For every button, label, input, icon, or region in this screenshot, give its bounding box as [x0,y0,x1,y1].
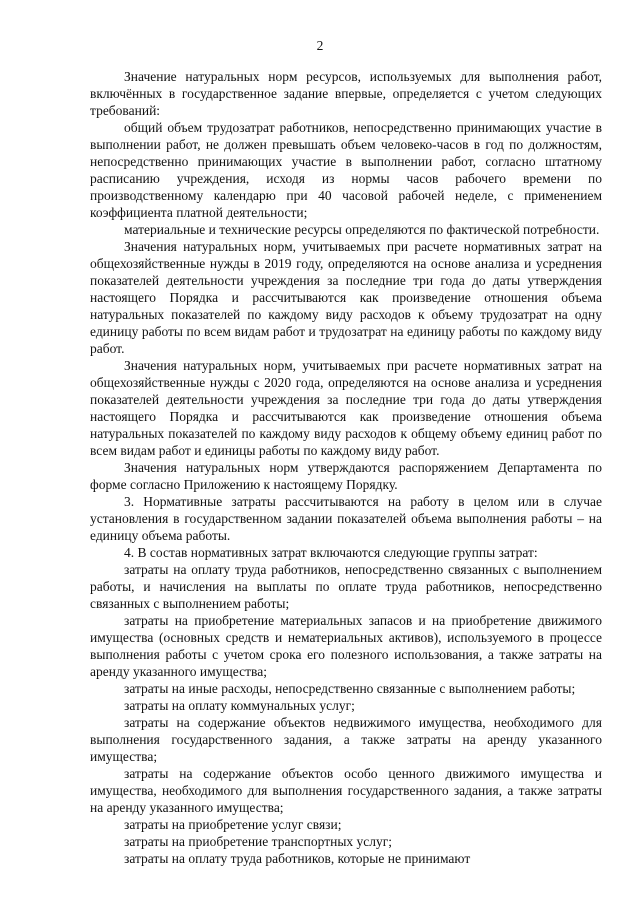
paragraph-norms-2020: Значения натуральных норм, учитываемых при расчете нормативных затрат на общехозяйственные нужды с 2020 года, определяются на основе анализа и усреднения показателей деятельности учреждения за последние три года до даты утверждения настоящего Порядка и рассчитываются как произведение отношения объема натуральных показателей по каждому виду расходов к общему объему единиц работ по всем видам работ и единицы работы по каждому виду работ. [90,358,602,458]
list-item-valuable-property: затраты на содержание объектов особо ценного движимого имущества и имущества, необходимого для выполнения государственного задания, а также затраты на аренду указанного имущества; [90,766,602,815]
page-number: 2 [316,38,324,53]
paragraph-clause-4: 4. В состав нормативных затрат включаются следующие группы затрат: [124,545,538,560]
list-item-labor-costs: затраты на оплату труда работников, непосредственно связанных с выполнением работы, и начисления на выплаты по оплате труда работников, непосредственно связанных с выполнением работы; [90,562,602,611]
list-item-labor-non-participating: затраты на оплату труда работников, которые не принимают [124,851,471,866]
paragraph-norms-2019: Значения натуральных норм, учитываемых при расчете нормативных затрат на общехозяйственные нужды в 2019 году, определяются на основе анализа и усреднения показателей деятельности учреждения за последние три года до даты утверждения настоящего Порядка и рассчитываются как произведение отношения объема натуральных показателей по каждому виду расходов к объему трудозатрат на одну единицу работы по всем видам работ и трудозатрат на единицу работы по каждому виду работ. [90,239,602,356]
paragraph-natural-norms-new-works: Значение натуральных норм ресурсов, используемых для выполнения работ, включённых в государственное задание впервые, определяется с учетом следующих требований: [90,69,602,118]
list-item-utilities: затраты на оплату коммунальных услуг; [124,698,355,713]
paragraph-norms-approval: Значения натуральных норм утверждаются распоряжением Департамента по форме согласно Приложению к настоящему Порядку. [90,460,602,492]
list-item-real-estate: затраты на содержание объектов недвижимого имущества, необходимого для выполнения государственного задания, а также затраты на аренду указанного имущества; [90,715,602,764]
paragraph-labor-requirement: общий объем трудозатрат работников, непосредственно принимающих участие в выполнении работ, не должен превышать объем человеко-часов в год по должностям, непосредственно принимающих участие в выполнении работ, согласно штатному расписанию учреждения, исходя из нормы часов рабочего времени по производственному календарю при 40 часовой рабочей неделе, с применением коэффициента платной деятельности; [90,120,602,220]
list-item-transport: затраты на приобретение транспортных услуг; [124,834,393,849]
list-item-other-costs: затраты на иные расходы, непосредственно связанные с выполнением работы; [124,681,576,696]
paragraph-clause-3: 3. Нормативные затраты рассчитываются на работу в целом или в случае установления в государственном задании показателей объема выполнения работы – на единицу объема работы. [90,494,602,543]
list-item-communication: затраты на приобретение услуг связи; [124,817,342,832]
list-item-material-costs: затраты на приобретение материальных запасов и на приобретение движимого имущества (основных средств и нематериальных активов), используемого в процессе выполнения работы с учетом срока его полезного использования, а также затраты на аренду указанного имущества; [90,613,602,679]
paragraph-material-resources: материальные и технические ресурсы определяются по фактической потребности. [124,222,600,237]
document-body [90,68,602,867]
